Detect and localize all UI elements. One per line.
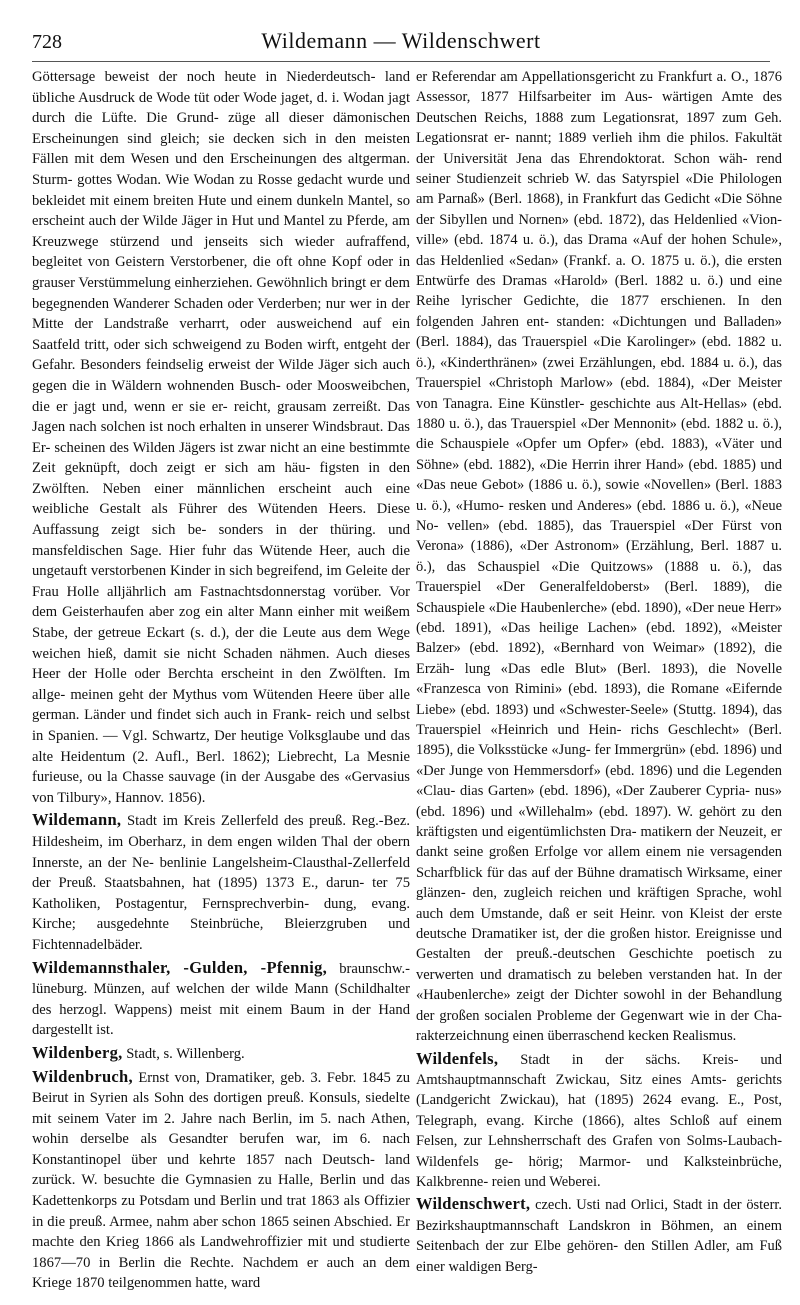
entry-headword: Wildenschwert, <box>416 1194 531 1214</box>
entry-headword: Wildenfels, <box>416 1048 499 1068</box>
page-header <box>32 26 770 56</box>
entry-paragraph <box>416 1194 782 1277</box>
running-head: Wildemann — Wildenschwert <box>261 28 541 53</box>
entry-headword: Wildenberg, <box>32 1042 123 1062</box>
entry-text: Stadt im Kreis Zellerfeld des preuß. Reg.-Bez. Hildesheim, im Oberharz, in dem engen wilden Thal der obern Innerste, an der Ne- benlinie Langelsheim-Clausthal-Zellerfeld der Preuß. Staatsbahnen, hat (1895) 1373 E., darun- ter 75 Katholiken, Postagentur, Fernsprechverbin- dung, evang. Kirche; ausgedehnte Steinbrüche, Bleierzgruben und Fichtennadelbäder. <box>32 813 410 953</box>
entry-paragraph <box>32 1067 410 1295</box>
entry-headword: Wildemann, <box>32 810 122 830</box>
entry-paragraph <box>32 1043 410 1065</box>
entry-paragraph <box>32 66 410 808</box>
entry-paragraph <box>416 66 782 1047</box>
entry-text: Göttersage beweist der noch heute in Niederdeutsch- land übliche Ausdruck de Wode tüt oder Wode jaget, d. i. Wodan jagt durch die Lüfte. Die Grund- züge all dieser dämonischen Erscheinungen sind gleich; sie decken sich in den meisten Fällen mit dem Wesen und den Erscheinungen des altgerman. Sturm- gottes Wodan. Wie Wodan zu Rosse gedacht wurde und bekleidet mit einem breiten Hute und einem dunkeln Mantel, so erscheint auch der Wilde Jäger in Hut und Mantel zu Pferde, am Kreuzwege stürzend und jenseits sich wieder aufraffend, begleitet von Geistern Verstorbener, die oft ohne Kopf oder in grauser Verstümmelung einherziehen. Gewöhnlich bringt er dem begegnenden Wanderer Schaden oder Verderben; nur wer in der Mitte der Landstraße verharrt, oder ausweichend auf ein Saatfeld tritt, oder sich schweigend zu Boden wirft, entgeht der Gefahr. Besonders feindselig erweist der Wilde Jäger sich auch gegen die in Wäldern wohnenden Busch- oder Moosweibchen, die er jagt und, wenn er sie er- reicht, grausam zerreißt. Das Jagen nach solchen ist noch erhalten in unserer Windsbraut. Das Er- scheinen des Wilden Jägers ist zwar nicht an eine bestimmte Zeit geknüpft, doch zeigt er sich am häu- figsten in den Zwölften. Neben einer männlichen erscheint auch eine weibliche Gestalt als Führer des Wütenden Heers. Diese Auffassung zeigt sich be- sonders in der thüring. und mansfeldischen Sage. Hier fuhr das Wütende Heer, auch die ungetauft verstorbenen Kinder in sich begreifend, im Geleite der Frau Holle alljährlich am Fastnachtsdonnerstag vorüber. Vor dem Geisterhaufen aber zog ein alter Mann einher mit weißem Stabe, der getreue Eckart (s. d.), der die Leute aus dem Wege weichen hieß, damit sie nicht Schaden nähmen. Auch dieses Heer der Holle oder Berchta erscheint in den Zwölften. Im allge- meinen geht der Mythus vom Wütenden Heere über alle german. Länder und findet sich auch in Frank- reich und selbst in Spanien. — Vgl. Schwartz, Der heutige Volksglaube und das alte Heidentum (2. Aufl., Berl. 1862); Liebrecht, La Mesnie furieuse, ou la Chasse sauvage (in der Ausgabe des «Gervasius von Tilbury», Hannov. 1856). <box>32 69 410 806</box>
page-number: 728 <box>32 31 62 53</box>
entry-paragraph <box>416 1049 782 1193</box>
entry-text: Stadt, s. Willenberg. <box>122 1045 245 1062</box>
header-rule <box>32 61 770 62</box>
entry-headword: Wildemannsthaler, -Gulden, -Pfennig, <box>32 957 328 977</box>
entry-paragraph <box>32 958 410 1041</box>
entry-headword: Wildenbruch, <box>32 1066 133 1086</box>
entry-paragraph <box>32 810 410 955</box>
left-column <box>32 66 410 1294</box>
entry-text: Ernst von, Dramatiker, geb. 3. Febr. 1845 zu Beirut in Syrien als Sohn des dortigen preuß. Konsuls, siedelte mit seinem Vater im 2. Jahre nach Berlin, im 5. nach Athen, wohin derselbe als Gesandter berufen war, im 6. nach Konstantinopel über und kehrte 1857 nach Deutsch- land zurück. W. besuchte die Gymnasien zu Halle, Berlin und das Kadettenkorps zu Potsdam und Berlin und trat 1863 als Offizier in die preuß. Armee, nahm aber schon 1865 seinen Abschied. Er machte den Krieg 1866 als Landwehroffizier mit und studierte 1867—70 in Berlin die Rechte. Nachdem er auch an dem Kriege 1870 teilgenommen hatte, ward <box>32 1069 410 1292</box>
right-column <box>416 66 782 1277</box>
entry-text: czech. Usti nad Orlici, Stadt in der österr. Bezirkshauptmannschaft Landskron in Böhmen, an einem Seitenbach der zur Elbe gehören- den Stillen Adler, am Fuß einer waldigen Berg- <box>416 1197 782 1275</box>
entry-text: Stadt in der sächs. Kreis- und Amtshauptmannschaft Zwickau, Sitz eines Amts- gerichts (Landgericht Zwickau), hat (1895) 2624 evang. E., Post, Telegraph, evang. Kirche (1866), altes Schloß auf einem Felsen, zur Lehnsherrschaft des Grafen von Solms-Laubach-Wildenfels ge- hörig; Marmor- und Kalksteinbrüche, Kalkbrenne- reien und Weberei. <box>416 1051 782 1190</box>
entry-text: er Referendar am Appellationsgericht zu Frankfurt a. O., 1876 Assessor, 1877 Hilfsarbeiter im Aus- wärtigen Amte des Deutschen Reichs, 1888 zum Legationsrat, 1897 zum Geh. Legationsrat er- nannt; 1889 verlieh ihm die philos. Fakultät der Universität Jena das Ehrendoktorat. Schon wäh- rend seiner Studienzeit schrieb W. das Satyrspiel «Die Philologen am Parnaß» (Berl. 1868), in Frankfurt das Gedicht «Die Söhne der Sibyllen und Nornen» (ebd. 1872), das Heldenlied «Vion- ville» (ebd. 1874 u. ö.), das Drama «Auf der hohen Schule», das Heldenlied «Sedan» (Frankf. a. O. 1875 u. ö.), die ersten Entwürfe des Dramas «Harold» (Berl. 1882 u. ö.) und eine Reihe lyrischer Gedichte, die 1877 erschienen. In den folgenden Jahren ent- standen: «Dichtungen und Balladen» (Berl. 1884), das Trauerspiel «Die Karolinger» (ebd. 1882 u. ö.), «Kinderthränen» (zwei Erzählungen, ebd. 1884 u. ö.), das Trauerspiel «Christoph Marlow» (ebd. 1884), «Der Meister von Tanagra. Eine Künstler- geschichte aus Alt-Hellas» (ebd. 1880 u. ö.), das Trauerspiel «Der Mennonit» (ebd. 1882 u. ö.), die Schauspiele «Opfer um Opfer» (ebd. 1883), «Väter und Söhne» (ebd. 1882), «Die Herrin ihrer Hand» (ebd. 1885) und «Das neue Gebot» (1886 u. ö.), sowie «Novellen» (Berl. 1883 u. ö.), «Humo- resken und Anderes» (ebd. 1886 u. ö.), «Neue No- vellen» (ebd. 1885), das Trauerspiel «Der Fürst von Verona» (1886), «Der Astronom» (Erzählung, Berl. 1887 u. ö.), das Schauspiel «Die Quitzows» (1888 u. ö.), das Trauerspiel «Der Generalfeldoberst» (Berl. 1889), die Schauspiele «Die Haubenlerche» (ebd. 1890), «Der neue Herr» (ebd. 1891), «Das heilige Lachen» (ebd. 1892), «Meister Balzer» (ebd. 1892), «Bernhard von Weimar» (1892), die Erzäh- lung «Das edle Blut» (Berl. 1893), die Novelle «Franzesca von Rimini» (ebd. 1893), die Romane «Eifernde Liebe» (ebd. 1893) und «Schwester-Seele» (Stuttg. 1894), das Trauerspiel «Heinrich und Hein- richs Geschlecht» (Berl. 1895), die Volksstücke «Jung- fer Immergrün» (ebd. 1896) und «Der Junge von Hemmersdorf» (ebd. 1896) und die Legenden «Clau- dias Garten» (ebd. 1896), «Der Zauberer Cypria- nus» (ebd. 1896) und «Willehalm» (ebd. 1897). W. gehört zu den kräftigsten und eigentümlichsten Dra- matikern der Neuzeit, er dankt seine großen Erfolge vor allem einem nie versagenden Scharfblick für das auf der Bühne dramatisch Wirksame, einer glänzen- den, zugleich reichen und kräftigen Sprache, wohl auch dem Umstande, daß er seit Heinr. von Kleist der erste deutsche Dramatiker ist, der die großen histor. Ereignisse und Gestalten der preuß.-deutschen Geschichte poetisch zu verwerten und dramatisch zu beleben verstanden hat. In der «Haubenlerche» zeigt der Dichter sowohl in der Behandlung der großen socialen Probleme der Gegenwart wie in der Cha- rakterzeichnung einen überraschend kecken Realismus. <box>416 69 783 1045</box>
entry-text: braunschw.-lüneburg. Münzen, auf welchen der wilde Mann (Schildhalter des herzogl. Wappens) meist mit einem Baum in der Hand dargestellt ist. <box>32 960 410 1039</box>
